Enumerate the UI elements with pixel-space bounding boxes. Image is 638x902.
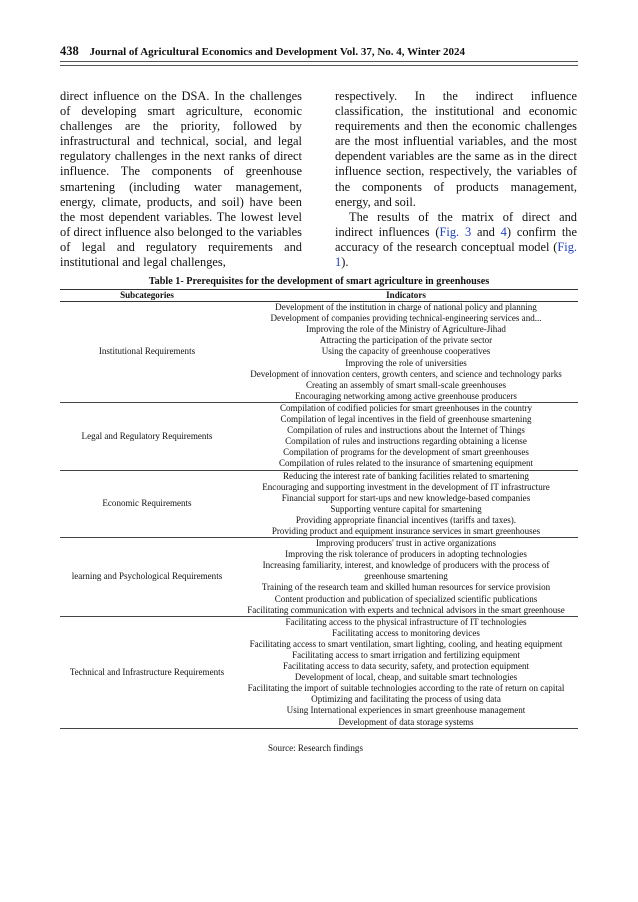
fig1-link[interactable]: Fig. 1: [335, 239, 577, 270]
table-body: [60, 302, 578, 729]
indicator-cell: Facilitating access to smart ventilation, smart lighting, cooling, and heating equipment: [249, 638, 563, 649]
left-column: [60, 89, 302, 270]
category-cell: Legal and Regulatory Requirements: [60, 402, 234, 470]
journal-title: Journal of Agricultural Economics and Development Vol. 37, No. 4, Winter 2024: [89, 46, 466, 58]
p2-text-c: ) confirm the accuracy of the research conceptual model (: [335, 224, 577, 254]
table-row: [60, 470, 578, 482]
indicator-cell: Improving producers' trust in active organizations: [315, 538, 497, 549]
indicator-cell: Development of companies providing technical-engineering services and...: [270, 313, 542, 324]
indicator-cell: Compilation of programs for the development of smart greenhouses: [283, 447, 529, 458]
prerequisites-table: [60, 289, 578, 729]
fig4-link[interactable]: 4: [500, 224, 507, 239]
table-row: [60, 402, 578, 414]
indicator-cell: Facilitating access to data security, safety, and protection equipment: [282, 661, 530, 672]
indicator-cell: Compilation of rules and instructions regarding obtaining a license: [285, 436, 527, 447]
category-cell: Institutional Requirements: [60, 302, 234, 403]
indicator-cell: Improving the risk tolerance of producers in adopting technologies: [285, 549, 527, 560]
left-paragraph: direct influence on the DSA. In the challenges of developing smart agriculture, economic challenges are the priority, followed by infrastructural and technical, social, and legal regulatory challenges in the next ranks of direct influence. The components of greenhouse smartening (including water management, energy, climate, products, and soil) have been the most dependent variables. The lowest level of direct influence also belonged to the variables of legal and regulatory requirements and institutional and legal challenges,: [60, 89, 302, 270]
indicator-cell: Facilitating access to the physical infrastructure of IT technologies: [285, 616, 527, 627]
indicator-cell: Creating an assembly of smart small-scale greenhouses: [306, 379, 506, 390]
table-row: [60, 616, 578, 628]
table-row: [60, 302, 578, 314]
indicator-cell: Financial support for start-ups and new knowledge-based companies: [281, 492, 531, 503]
indicator-cell: Supporting venture capital for smartening: [330, 503, 482, 514]
indicator-cell: Encouraging and supporting investment in the development of IT infrastructure: [262, 481, 550, 492]
page-number: 438: [60, 44, 79, 58]
indicator-cell: Content production and publication of specialized scientific publications: [274, 593, 538, 604]
indicator-cell: Optimizing and facilitating the process of using data: [311, 694, 501, 705]
indicator-cell: Attracting the participation of the private sector: [319, 335, 493, 346]
indicator-cell: Training of the research team and skilled human resources for service provision: [261, 582, 551, 593]
right-column: [335, 89, 577, 270]
table-row: [60, 538, 578, 550]
indicator-cell: Improving the role of universities: [345, 357, 467, 368]
indicator-cell: Compilation of rules related to the insurance of smartening equipment: [234, 458, 578, 470]
indicator-cell: Development of innovation centers, growth centers, and science and technology parks: [250, 368, 562, 379]
header-rule-top: [60, 61, 578, 62]
right-paragraph-1: respectively. In the indirect influence classification, the institutional and economic requirements and then the economic challenges are the most influential variables, and the most dependent variables are the same as in the direct influence section, respectively, the variables of the components of products management, energy, and soil.: [335, 89, 577, 209]
indicator-cell: Compilation of codified policies for smart greenhouses in the country: [280, 402, 532, 413]
table-source: Source: Research findings: [268, 743, 363, 753]
indicator-cell: Development of local, cheap, and suitable smart technologies: [294, 672, 518, 683]
indicator-cell: Facilitating the import of suitable technologies according to the rate of return on capital: [247, 683, 565, 694]
column-header-indicators: Indicators: [234, 290, 578, 302]
indicator-cell: Compilation of legal incentives in the field of greenhouse smartening: [280, 414, 532, 425]
indicator-cell: Facilitating access to smart irrigation and fertilizing equipment: [292, 650, 520, 660]
indicator-cell: Facilitating communication with experts and technical advisors in the smart greenhouse: [234, 605, 578, 617]
indicator-cell: Facilitating access to monitoring devices: [332, 627, 480, 638]
indicator-cell: Using International experiences in smart greenhouse management: [286, 705, 526, 716]
category-cell: learning and Psychological Requirements: [60, 538, 234, 617]
table-caption: Table 1- Prerequisites for the development of smart agriculture in greenhouses: [148, 276, 490, 287]
category-cell: Technical and Infrastructure Requirements: [60, 616, 234, 728]
p2-text-d: ).: [341, 255, 349, 270]
p2-text-a: The results of the matrix of direct and indirect influences (: [335, 209, 577, 239]
header-rule-bottom: [60, 65, 578, 66]
indicator-cell: Reducing the interest rate of banking facilities related to smartening: [283, 470, 529, 481]
indicator-cell: Providing appropriate financial incentives (tariffs and taxes).: [295, 514, 517, 525]
indicator-cell: Encouraging networking among active greenhouse producers: [234, 391, 578, 403]
running-header: [60, 44, 578, 59]
indicator-cell: Development of the institution in charge of national policy and planning: [275, 302, 537, 313]
p2-text-b: and: [471, 224, 501, 239]
fig3-link[interactable]: Fig. 3: [439, 224, 472, 239]
indicator-cell: Providing product and equipment insurance services in smart greenhouses: [234, 526, 578, 538]
right-paragraph-2: [335, 210, 577, 270]
indicator-cell: Improving the role of the Ministry of Agriculture-Jihad: [306, 324, 506, 335]
indicator-cell: Using the capacity of greenhouse cooperatives: [321, 346, 491, 357]
indicator-cell: Increasing familiarity, interest, and knowledge of producers with the process of greenhouse smartening: [262, 560, 550, 582]
indicator-cell: Development of data storage systems: [234, 717, 578, 729]
indicator-cell: Compilation of rules and instructions about the Internet of Things: [287, 425, 525, 436]
category-cell: Economic Requirements: [60, 470, 234, 538]
column-header-subcategories: Subcategories: [60, 290, 234, 302]
